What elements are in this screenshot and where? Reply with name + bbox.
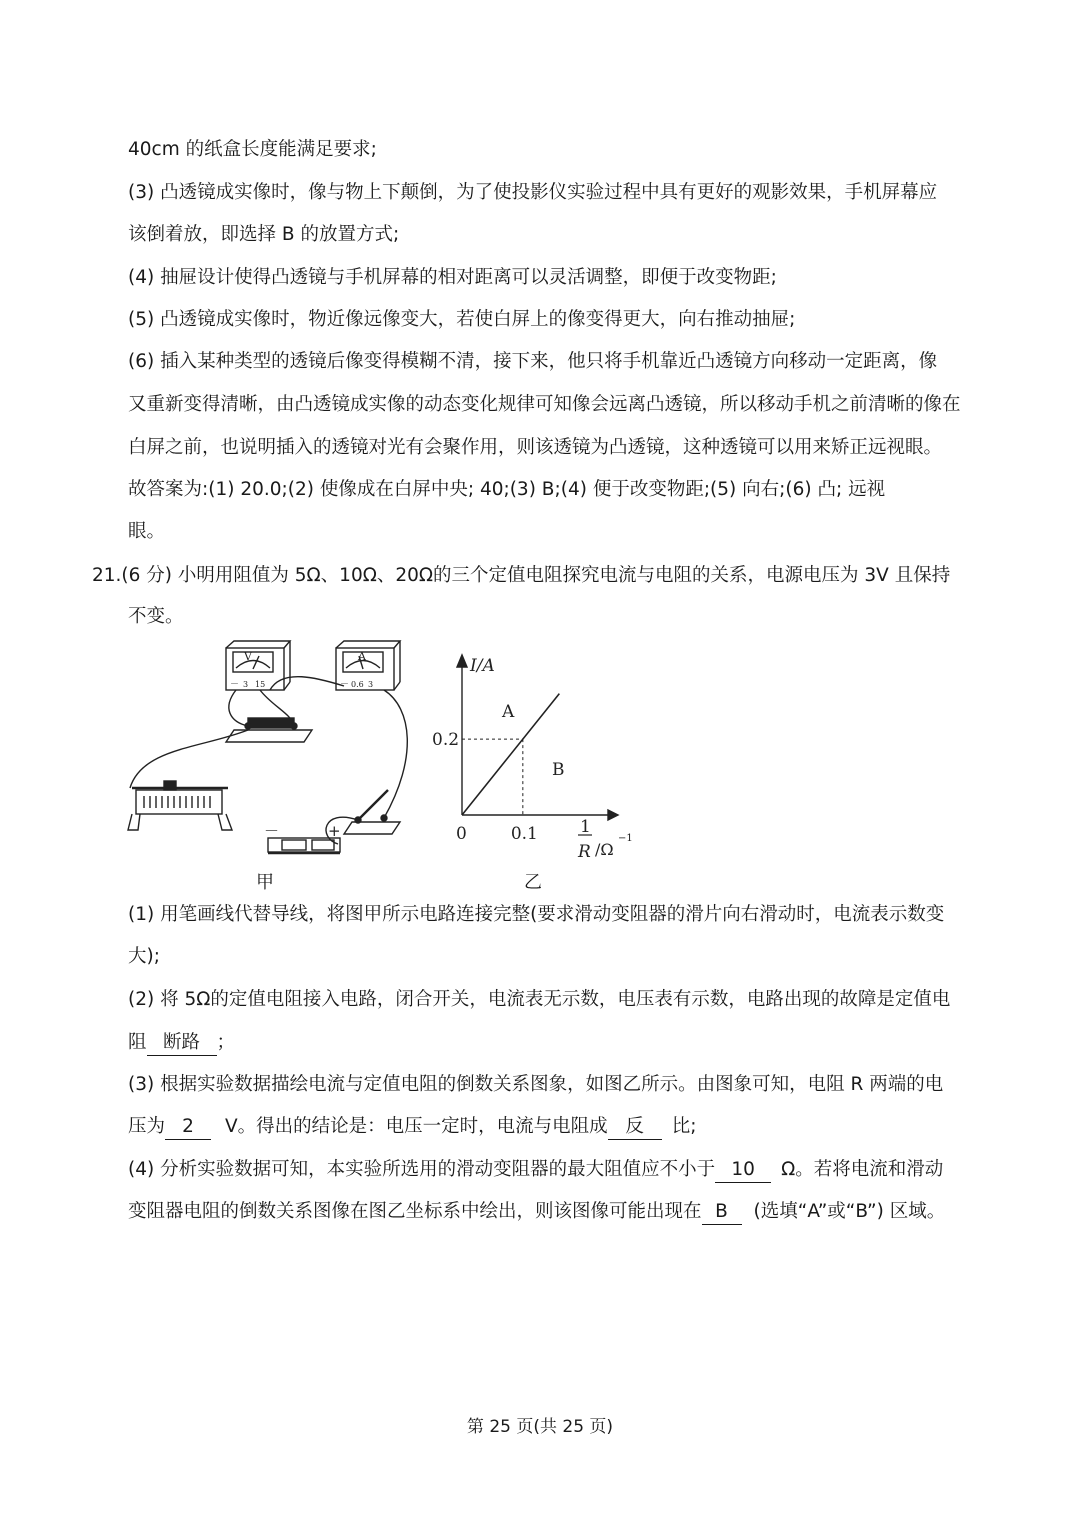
sub-question-4: [128, 1158, 943, 1183]
text-fragment: 压为: [128, 1116, 166, 1137]
y-axis-label: I/A: [470, 656, 495, 676]
switch-icon: [344, 790, 400, 834]
text-fragment: ；: [216, 1032, 236, 1053]
answer-blank: 2: [165, 1115, 211, 1140]
text-line: (6) 插入某种类型的透镜后像变得模糊不清，接下来，他只将手机靠近凸透镜方向移动一定距离，像: [128, 351, 938, 372]
origin-label: 0: [456, 824, 467, 844]
voltmeter-terminal: －: [230, 680, 240, 690]
y-axis-arrow: [457, 655, 467, 667]
voltmeter-terminal: 15: [255, 680, 266, 689]
y-tick-label: 0.2: [432, 730, 460, 751]
text-fragment: 比;: [671, 1116, 697, 1137]
voltmeter-terminal: 3: [243, 680, 249, 689]
sub-question-3-cont: [128, 1115, 696, 1140]
sub-question-1: (1) 用笔画线代替导线，将图甲所示电路连接完整(要求滑动变阻器的滑片向右滑动时，电流表示数变: [128, 904, 945, 925]
text-line: 40cm 的纸盒长度能满足要求;: [128, 139, 377, 160]
x-axis-unit: /Ω: [595, 840, 614, 859]
text-fragment: 阻: [128, 1032, 147, 1053]
ammeter-terminal: －: [340, 680, 350, 690]
ammeter-letter: A: [358, 650, 366, 663]
text-fragment: (选填“A”或“B”) 区域。: [753, 1201, 946, 1222]
page-footer: 第 25 页(共 25 页): [466, 1417, 614, 1437]
text-line: (5) 凸透镜成实像时，物近像远像变大，若使白屏上的像变得更大，向右推动抽屉;: [128, 309, 796, 330]
battery-icon: [268, 838, 340, 853]
wire: [130, 730, 248, 788]
sub-question-2: (2) 将 5Ω的定值电阻接入电路，闭合开关，电流表无示数，电压表有示数，电路出现的故障是定值电: [128, 989, 951, 1010]
region-b-label: B: [552, 760, 565, 780]
region-a-label: A: [502, 702, 515, 722]
text-line: (3) 凸透镜成实像时，像与物上下颠倒，为了使投影仪实验过程中具有更好的观影效果，手机屏幕应: [128, 182, 938, 203]
ammeter-terminal: 3: [368, 680, 374, 689]
circuit-figure: [122, 638, 442, 866]
figure-caption-yi: 乙: [524, 872, 542, 893]
ammeter-terminal: 0.6: [351, 680, 364, 689]
x-tick-label: 0.1: [510, 824, 538, 844]
answer-blank: 10: [715, 1158, 771, 1183]
text-line: 该倒着放，即选择 B 的放置方式;: [128, 224, 400, 245]
answer-line: 故答案为:(1) 20.0;(2) 使像成在白屏中央; 40;(3) B;(4) 便于改变物距;(5) 向右;(6) 凸; 远视: [128, 479, 886, 500]
answer-blank: 断路: [147, 1031, 217, 1056]
text-line: 又重新变得清晰，由凸透镜成实像的动态变化规律可知像会远离凸透镜，所以移动手机之前清晰的像在: [128, 394, 961, 415]
wire: [229, 690, 248, 726]
question-21-stem: 21.(6 分) 小明用阻值为 5Ω、10Ω、20Ω的三个定值电阻探究电流与电阻的关系，电源电压为 3V 且保持: [92, 565, 951, 586]
sub-question-4-cont: [128, 1200, 945, 1225]
text-fragment: V。得出的结论是：电压一定时，电流与电阻成: [225, 1116, 608, 1137]
wire: [270, 677, 344, 690]
battery-plus: +: [328, 822, 341, 840]
question-21-stem-cont: 不变。: [128, 606, 184, 627]
text-fragment: 变阻器电阻的倒数关系图像在图乙坐标系中绘出，则该图像可能出现在: [128, 1201, 702, 1222]
rheostat-icon: [128, 781, 232, 830]
text-fragment: (4) 分析实验数据可知，本实验所选用的滑动变阻器的最大阻值应不小于: [128, 1159, 716, 1180]
current-vs-inverse-resistance-graph: [420, 645, 650, 870]
battery-minus: －: [264, 822, 280, 840]
answer-blank: B: [702, 1200, 742, 1225]
x-axis-numerator: 1: [580, 817, 591, 837]
text-line: 白屏之前，也说明插入的透镜对光有会聚作用，则该透镜为凸透镜，这种透镜可以用来矫正远视眼。: [128, 437, 943, 458]
fixed-resistor-icon: [226, 718, 312, 742]
sub-question-2-cont: [128, 1031, 235, 1056]
text-fragment: Ω。若将电流和滑动: [781, 1159, 944, 1180]
answer-blank: 反: [608, 1115, 662, 1140]
sub-question-1-cont: 大);: [128, 946, 160, 967]
text-line: 眼。: [128, 521, 166, 542]
wire: [384, 690, 407, 818]
voltmeter-letter: V: [244, 650, 252, 663]
x-axis-denominator: R: [578, 842, 591, 862]
figure-caption-jia: 甲: [256, 872, 274, 893]
x-axis-exponent: −1: [618, 833, 633, 844]
x-axis-arrow: [608, 810, 618, 820]
text-line: (4) 抽屉设计使得凸透镜与手机屏幕的相对距离可以灵活调整，即便于改变物距;: [128, 267, 777, 288]
sub-question-3: (3) 根据实验数据描绘电流与定值电阻的倒数关系图象，如图乙所示。由图象可知，电阻 R 两端的电: [128, 1074, 944, 1095]
